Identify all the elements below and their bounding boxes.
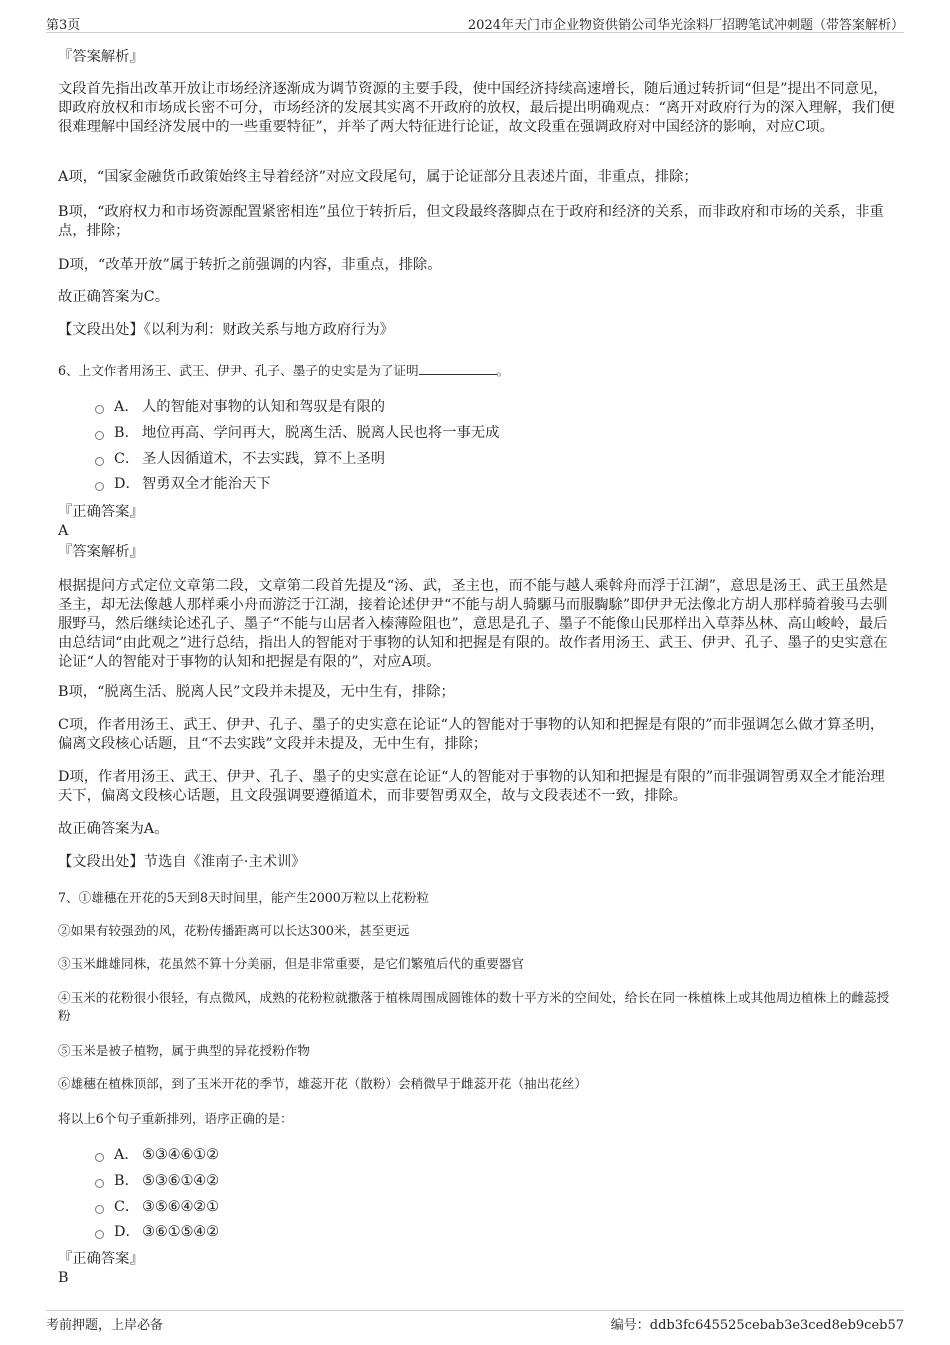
- q6-stem-text: 6、上文作者用汤王、武王、伊尹、孔子、墨子的史实是为了证明: [58, 363, 419, 378]
- option-label: C．: [114, 451, 140, 467]
- q5-analysis-b: B项，“政府权力和市场资源配置紧密相连”虽位于转折后，但文段最终落脚点在于政府和经济的关系，而非政府和市场的关系，非重点，排除；: [58, 204, 884, 239]
- q6-analysis-b: B项，“脱离生活、脱离人民”文段并未提及，无中生有，排除；: [58, 684, 455, 700]
- q5-source: 【文段出处】《以利为利：财政关系与地方政府行为》: [58, 322, 394, 338]
- q6-stem-end: 。: [496, 363, 510, 378]
- q7-sentence-6: ⑥雄穗在植株顶部，到了玉米开花的季节，雄蕊开花（散粉）会稍微早于雌蕊开花（抽出花丝）: [58, 1076, 587, 1091]
- option-label: A．: [114, 399, 139, 415]
- radio-icon[interactable]: [95, 1205, 104, 1214]
- option-text: 人的智能对事物的认知和驾驭是有限的: [142, 399, 386, 415]
- radio-icon[interactable]: [95, 1179, 104, 1188]
- q6-stem: [58, 362, 896, 380]
- option-text: ⑤③⑥①④②: [142, 1173, 219, 1189]
- option-text: ③⑤⑥④②①: [142, 1199, 219, 1215]
- option-text: 地位再高、学问再大，脱离生活、脱离人民也将一事无成: [142, 425, 500, 441]
- q6-analysis-main: 根据提问方式定位文章第二段，文章第二段首先提及“汤、武，圣主也，而不能与越人乘斡舟而浮于江湖”，意思是汤王、武王虽然是圣主，却无法像越人那样乘小舟而游泛于江湖，接着论述伊尹“不能与胡人骑騵马而服騊駼”即伊尹无法像北方胡人那样骑着骏马去驯服野马，然后继续论述孔子、墨子“不能与山居者入榛薄险阻也”，意思是孔子、墨子不能像山民那样出入草莽丛林、高山峻岭，最后由总结词“由此观之”进行总结，指出人的智能对于事物的认知和把握是有限的。故作者用汤王、武王、伊尹、孔子、墨子的史实意在论证“人的智能对于事物的认知和把握是有限的”，对应A项。: [58, 578, 888, 670]
- radio-icon[interactable]: [95, 457, 104, 466]
- q7-sentence-3: ③玉米雌雄同株，花虽然不算十分美丽，但是非常重要，是它们繁殖后代的重要器官: [58, 956, 524, 971]
- q5-analysis-a: A项，“国家金融货币政策始终主导着经济”对应文段尾句，属于论证部分且表述片面，非重点，排除；: [58, 169, 698, 185]
- document-title: 2024年天门市企业物资供销公司华光涂料厂招聘笔试冲刺题（带答案解析）: [467, 18, 904, 33]
- q6-analysis-label: 『答案解析』: [58, 544, 144, 560]
- footer-slogan: 考前押题，上岸必备: [46, 1318, 164, 1333]
- footer-divider: [46, 1310, 904, 1311]
- option-text: ③⑥①⑤④②: [142, 1224, 219, 1240]
- q7-prompt: 将以上6个句子重新排列，语序正确的是：: [58, 1111, 293, 1126]
- radio-icon[interactable]: [95, 1153, 104, 1162]
- q5-analysis-main: 文段首先指出改革开放让市场经济逐渐成为调节资源的主要手段，使中国经济持续高速增长，随后通过转折词“但是”提出不同意见，即政府放权和市场成长密不可分，市场经济的发展其实离不开政府的放权，最后提出明确观点：“离开对政府行为的深入理解，我们便很难理解中国经济发展中的一些重要特征”，并举了两大特征进行论证，故文段重在强调政府对中国经济的影响，对应C项。: [58, 81, 895, 135]
- q7-sentence-5: ⑤玉米是被子植物，属于典型的异花授粉作物: [58, 1043, 310, 1058]
- radio-icon[interactable]: [95, 482, 104, 491]
- option-text: ⑤③④⑥①②: [142, 1147, 219, 1163]
- option-label: D．: [114, 1224, 140, 1240]
- q7-sentence-1: 7、①雄穗在开花的5天到8天时间里，能产生2000万粒以上花粉粒: [58, 890, 429, 905]
- option-label: A．: [114, 1147, 139, 1163]
- q7-option-b[interactable]: [95, 1172, 219, 1191]
- radio-icon[interactable]: [95, 431, 104, 440]
- q6-source: 【文段出处】节选自《淮南子·主术训》: [58, 854, 306, 870]
- q7-answer: B: [58, 1270, 69, 1286]
- option-label: C．: [114, 1199, 140, 1215]
- q6-option-a[interactable]: [95, 398, 385, 417]
- option-label: B.: [114, 425, 130, 441]
- q6-answer-label: 『正确答案』: [58, 504, 144, 520]
- q7-sentence-4: ④玉米的花粉很小很轻，有点微风，成熟的花粉粒就撒落于植株周围成圆锥体的数十平方米的空间处，给长在同一株植株上或其他周边植株上的雌蕊授粉: [58, 990, 890, 1023]
- q6-option-d[interactable]: [95, 475, 271, 494]
- radio-icon[interactable]: [95, 405, 104, 414]
- q7-answer-label: 『正确答案』: [58, 1251, 144, 1267]
- q7-option-c[interactable]: [95, 1198, 219, 1217]
- q5-analysis-d: D项，“改革开放”属于转折之前强调的内容，非重点，排除。: [58, 257, 442, 273]
- q6-option-c[interactable]: [95, 450, 385, 469]
- q6-analysis-c: C项，作者用汤王、武王、伊尹、孔子、墨子的史实意在论证“人的智能对于事物的认知和把握是有限的”而非强调怎么做才算圣明，偏离文段核心话题，且“不去实践”文段并未提及，无中生有，排除；: [58, 717, 885, 752]
- header-divider: [46, 32, 904, 33]
- q6-conclusion: 故正确答案为A。: [58, 821, 169, 837]
- q5-conclusion: 故正确答案为C。: [58, 289, 170, 305]
- answer-blank: [419, 362, 497, 375]
- option-label: B.: [114, 1173, 130, 1189]
- q6-analysis-d: D项，作者用汤王、武王、伊尹、孔子、墨子的史实意在论证“人的智能对于事物的认知和把握是有限的”而非强调智勇双全才能治理天下，偏离文段核心话题，且文段强调要遵循道术，而非要智勇双全，故与文段表述不一致，排除。: [58, 769, 885, 804]
- q7-option-a[interactable]: [95, 1146, 219, 1165]
- document-id: 编号：ddb3fc645525cebab3e3ced8eb9ceb57: [610, 1318, 904, 1333]
- q6-option-b[interactable]: [95, 424, 499, 443]
- option-text: 圣人因循道术，不去实践，算不上圣明: [142, 451, 386, 467]
- q6-answer: A: [58, 523, 69, 539]
- option-label: D．: [114, 476, 140, 492]
- radio-icon[interactable]: [95, 1230, 104, 1239]
- option-text: 智勇双全才能治天下: [142, 476, 271, 492]
- q7-option-d[interactable]: [95, 1223, 219, 1242]
- page-number: 第3页: [46, 18, 81, 33]
- q5-analysis-label: 『答案解析』: [58, 49, 144, 65]
- q7-sentence-2: ②如果有较强劲的风，花粉传播距离可以长达300米，甚至更远: [58, 923, 410, 938]
